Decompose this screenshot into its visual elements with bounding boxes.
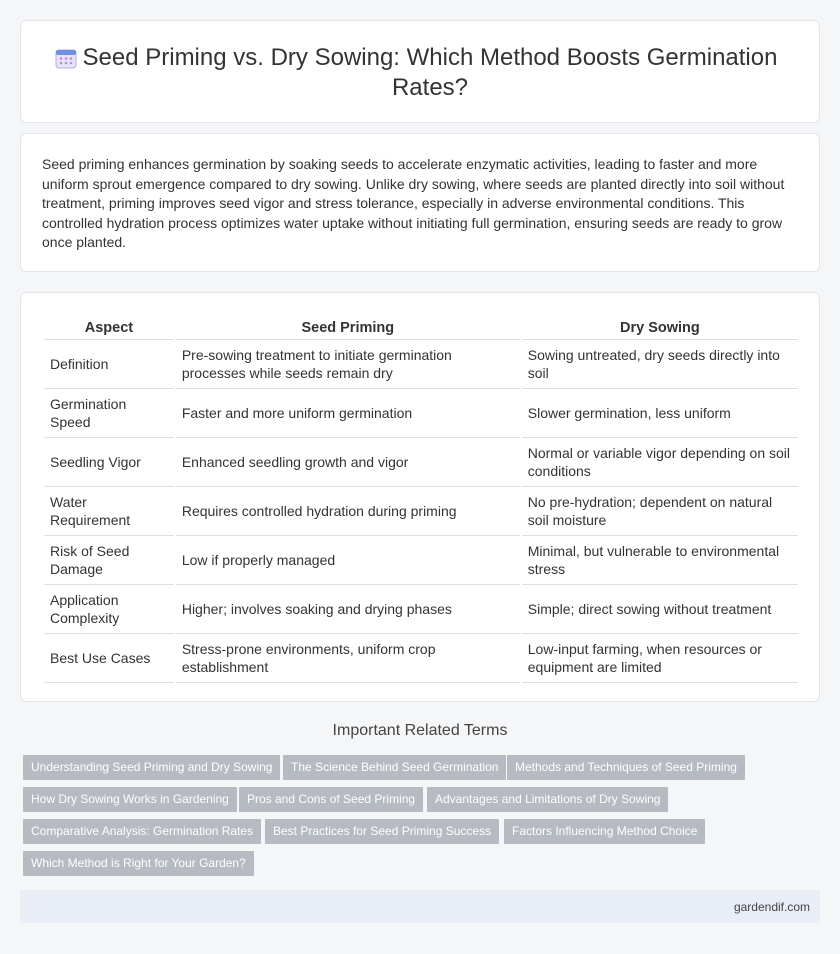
related-term-tag[interactable]: The Science Behind Seed Germination	[283, 755, 506, 780]
dry-sowing-cell: Simple; direct sowing without treatment	[522, 585, 798, 634]
related-term-tag[interactable]: Advantages and Limitations of Dry Sowing	[427, 787, 668, 812]
table-row	[44, 634, 798, 683]
comparison-table	[42, 315, 800, 683]
related-term-tag[interactable]: Understanding Seed Priming and Dry Sowing	[23, 755, 280, 780]
dry-sowing-cell: Sowing untreated, dry seeds directly into soil	[522, 340, 798, 389]
footer	[20, 890, 820, 923]
related-term-tag[interactable]: Which Method is Right for Your Garden?	[23, 851, 254, 876]
aspect-cell: Definition	[44, 340, 174, 389]
aspect-cell: Application Complexity	[44, 585, 174, 634]
table-header-row	[44, 315, 798, 340]
table-row	[44, 389, 798, 438]
related-term-tag[interactable]: Best Practices for Seed Priming Success	[265, 819, 499, 844]
aspect-cell: Risk of Seed Damage	[44, 536, 174, 585]
dry-sowing-cell: Normal or variable vigor depending on soil conditions	[522, 438, 798, 487]
related-term-tag[interactable]: Comparative Analysis: Germination Rates	[23, 819, 261, 844]
table-row	[44, 536, 798, 585]
related-term-tag[interactable]: Factors Influencing Method Choice	[504, 819, 705, 844]
related-term-tag[interactable]: How Dry Sowing Works in Gardening	[23, 787, 237, 812]
table-row	[44, 585, 798, 634]
intro-card	[20, 133, 820, 272]
aspect-cell: Germination Speed	[44, 389, 174, 438]
header-aspect: Aspect	[44, 315, 174, 340]
related-terms-heading: Important Related Terms	[332, 722, 508, 739]
table-row	[44, 438, 798, 487]
seed-priming-cell: Stress-prone environments, uniform crop establishment	[176, 634, 520, 683]
dry-sowing-cell: Slower germination, less uniform	[522, 389, 798, 438]
aspect-cell: Seedling Vigor	[44, 438, 174, 487]
footer-site-name[interactable]: gardendif.com	[733, 900, 810, 914]
header-card	[20, 20, 820, 123]
table-row	[44, 340, 798, 389]
dry-sowing-cell: No pre-hydration; dependent on natural soil moisture	[522, 487, 798, 536]
aspect-cell: Best Use Cases	[44, 634, 174, 683]
intro-paragraph: Seed priming enhances germination by soaking seeds to accelerate enzymatic activities, leading to faster and more uniform sprout emergence compared to dry sowing. Unlike dry sowing, where seeds are planted directly into soil without treatment, priming improves seed vigor and stress tolerance, especially in adverse environmental conditions. This controlled hydration process optimizes water uptake without initiating full germination, ensuring seeds are ready to grow once planted.	[42, 156, 785, 250]
related-term-tag[interactable]: Methods and Techniques of Seed Priming	[507, 755, 745, 780]
dry-sowing-cell: Minimal, but vulnerable to environmental stress	[522, 536, 798, 585]
related-term-tag[interactable]: Pros and Cons of Seed Priming	[239, 787, 423, 812]
seed-priming-cell: Enhanced seedling growth and vigor	[176, 438, 520, 487]
header-seed-priming: Seed Priming	[176, 315, 520, 340]
seed-priming-cell: Faster and more uniform germination	[176, 389, 520, 438]
aspect-cell: Water Requirement	[44, 487, 174, 536]
seed-priming-cell: Requires controlled hydration during priming	[176, 487, 520, 536]
seed-priming-cell: Pre-sowing treatment to initiate germination processes while seeds remain dry	[176, 340, 520, 389]
seed-priming-cell: Low if properly managed	[176, 536, 520, 585]
header-dry-sowing: Dry Sowing	[522, 315, 798, 340]
table-row	[44, 487, 798, 536]
comparison-table-card	[20, 292, 820, 702]
seed-priming-cell: Higher; involves soaking and drying phases	[176, 585, 520, 634]
dry-sowing-cell: Low-input farming, when resources or equipment are limited	[522, 634, 798, 683]
page-title: Seed Priming vs. Dry Sowing: Which Method Boosts Germination Rates?	[82, 44, 778, 101]
